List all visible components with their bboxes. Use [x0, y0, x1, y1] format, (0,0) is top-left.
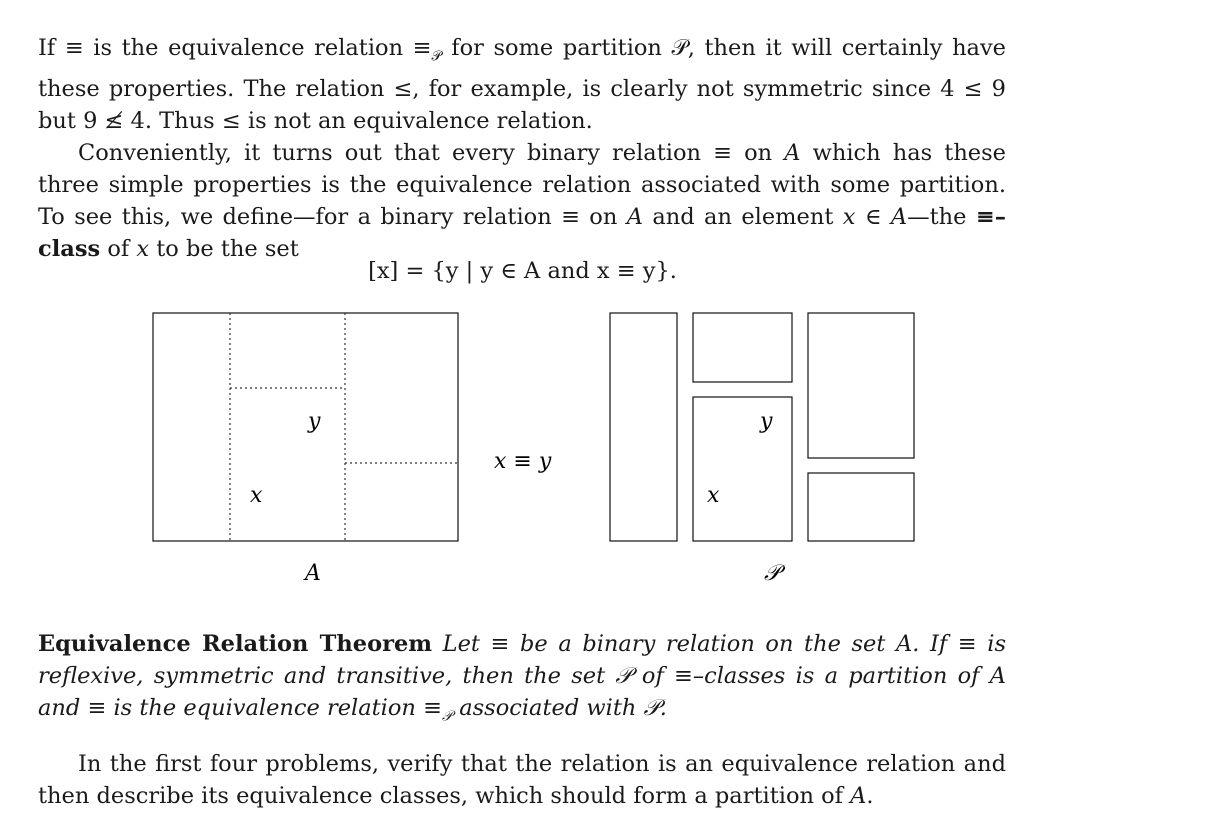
- text-span: Conveniently, it turns out that every binary relation ≡ on: [78, 140, 785, 166]
- intro-rest: for some partition 𝒫, then it will certainly have these properties. The relation ≤, for example, is clearly not symmetric since 4 ≤ 9 but 9 ≰ 4. Thus ≤ is not an equivalence relation.: [38, 35, 1006, 134]
- math-A: A: [896, 631, 913, 657]
- right-label-x: x: [707, 483, 720, 508]
- math-A: A: [890, 204, 908, 230]
- math-A: A: [784, 140, 801, 166]
- final-text: In the first four problems, verify that the relation is an equivalence relation and then describe its equivalence classes, which should form a partition of: [38, 751, 1006, 809]
- final-paragraph: [38, 748, 1006, 812]
- text-span: ∈: [855, 204, 891, 230]
- partition-block: [808, 473, 914, 541]
- second-paragraph: [38, 137, 1006, 265]
- right-label-y: y: [760, 409, 773, 434]
- text-span: and an element: [642, 204, 843, 230]
- text-span: —the: [907, 204, 976, 230]
- theorem-text: Let ≡ be a binary relation on the set: [432, 631, 896, 657]
- math-A: A: [989, 663, 1006, 689]
- left-label-x: x: [250, 483, 263, 508]
- theorem-text: and ≡ is the equivalence relation ≡: [38, 695, 442, 721]
- right-caption: 𝒫: [764, 561, 780, 586]
- left-label-y: y: [308, 409, 321, 434]
- display-formula: [x] = {y | y ∈ A and x ≡ y}.: [368, 258, 677, 284]
- partition-block: [693, 397, 792, 541]
- text-span: to be the set: [149, 236, 299, 262]
- theorem-title: Equivalence Relation Theorem: [38, 631, 433, 657]
- math-A: A: [626, 204, 643, 230]
- math-A: A: [850, 783, 867, 809]
- math-x: x: [842, 204, 856, 230]
- intro-paragraph: [38, 32, 1006, 137]
- partition-block: [808, 313, 914, 458]
- theorem-text: . If ≡ is reflexive, symmetric and transitive, then the set 𝒫 of ≡–classes is a partition of: [38, 631, 1006, 689]
- final-period: .: [866, 783, 874, 809]
- text-span: which has these three simple properties is the equivalence relation associated with some partition. To see this, we define—for a binary relation ≡ on: [38, 140, 1006, 230]
- partition-block: [610, 313, 677, 541]
- left-caption: A: [305, 561, 321, 586]
- partition-block: [693, 313, 792, 382]
- theorem-subscript: 𝒫: [441, 708, 453, 725]
- intro-subscript: 𝒫: [431, 48, 442, 65]
- set-A-box: [153, 313, 458, 541]
- theorem-block: [38, 628, 1006, 733]
- bold-term: ≡–class: [38, 204, 1006, 262]
- middle-label: x ≡ y: [494, 449, 552, 474]
- math-x: x: [136, 236, 150, 262]
- intro-line1: If ≡ is the equivalence relation ≡: [38, 35, 432, 61]
- partition-figure: [0, 300, 1208, 600]
- text-span: of: [100, 236, 137, 262]
- theorem-text: associated with 𝒫.: [452, 695, 667, 721]
